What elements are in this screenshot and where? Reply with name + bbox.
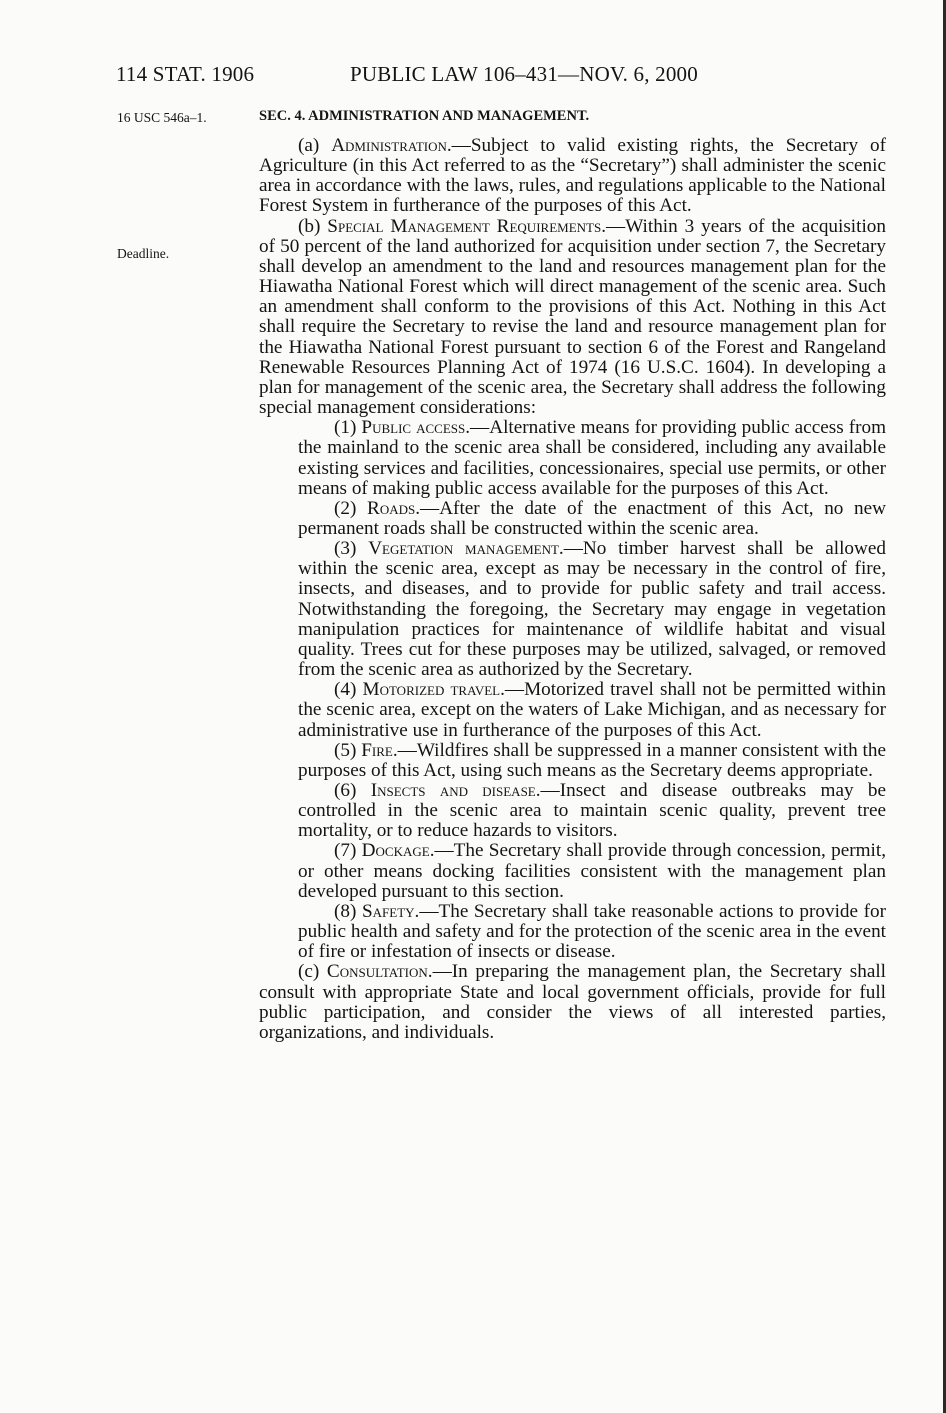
margin-note-deadline: Deadline.	[117, 246, 170, 261]
item-text: Wildfires shall be suppressed in a manner consistent with the purposes of this Act, using such means as the Secretary deems appropriate.	[298, 739, 887, 781]
item-label: (1)	[334, 417, 362, 439]
paragraph-heading: Special Management Requirements	[327, 215, 602, 237]
paragraph-c-consultation	[259, 962, 886, 1043]
item-label: (7)	[334, 840, 362, 862]
item-text: The Secretary shall take reasonable actions to provide for public health and safety and for the protection of the scenic area in the event of fire or infestation of insects or disease.	[298, 900, 886, 963]
item-label: (2)	[334, 497, 368, 519]
item-heading: Vegetation management	[368, 538, 559, 560]
item-text: After the date of the enactment of this Act, no new permanent roads shall be constructed within the scenic area.	[298, 497, 886, 539]
item-heading: Roads	[367, 497, 416, 519]
paragraph-label: (c)	[298, 961, 327, 983]
heading-dash: .—	[601, 215, 626, 237]
paragraph-a	[259, 136, 886, 217]
item-heading: Insects and disease	[370, 780, 536, 801]
item-text: No timber harvest shall be allowed within the scenic area, except as may be necessary in the control of fire, insects, and diseases, and to provide for public safety and trail access. Notwithstanding the foregoing, the Secretary may engage in vegetation manipulation practices for maintenance of wildlife habitat and visual quality. Trees cut for these purposes may be utilized, salvaged, or removed from the scenic area as authorized by the Secretary.	[298, 538, 886, 681]
heading-dash: .—	[429, 840, 454, 862]
item-text: The Secretary shall provide through concession, permit, or other means docking facilities consistent with the management plan developed pursuant to this section.	[298, 840, 886, 902]
paragraph-text: Within 3 years of the acquisition of 50 percent of the land authorized for acquisition under section 7, the Secretary shall develop an amendment to the land and resources management plan for the Hiawatha National Forest which will direct management of the scenic area. Such an amendment shall conform to the provisions of this Act. Nothing in this Act shall require the Secretary to revise the land and resource management plan for the Hiawatha National Forest pursuant to section 6 of the Forest and Rangeland Renewable Resources Planning Act of 1974 (16 U.S.C. 1604). In developing a plan for management of the scenic area, the Secretary shall address the following special management considerations:	[259, 215, 886, 419]
item-5-fire	[298, 741, 886, 781]
paragraph-label: (b)	[298, 215, 328, 237]
item-text: Alternative means for providing public access from the mainland to the scenic area shall be considered, including any available existing services and facilities, concessionaires, special use permits, or other means of making public access available for the purposes of this Act.	[298, 417, 886, 499]
item-heading: Fire	[361, 739, 393, 761]
item-label: (6)	[334, 780, 371, 801]
section-title: SEC. 4. ADMINISTRATION AND MANAGEMENT.	[259, 108, 590, 124]
heading-dash: .—	[392, 739, 417, 761]
item-heading: Motorized travel	[362, 679, 501, 701]
item-text: Insect and disease outbreaks may be controlled in the scenic area to maintain scenic quality, prevent tree mortality, or to reduce hazards to visitors.	[298, 780, 887, 842]
paragraph-heading: Administration	[331, 135, 447, 156]
item-label: (5)	[334, 739, 362, 761]
heading-dash: .—	[558, 538, 583, 560]
section-body	[259, 136, 886, 1043]
heading-dash: .—	[414, 900, 439, 922]
item-1-public-access	[298, 418, 886, 499]
item-2-roads	[298, 499, 886, 539]
item-label: (8)	[334, 900, 362, 922]
item-text: Motorized travel shall not be permitted within the scenic area, except on the waters of Lake Michigan, and as necessary for administrative use in furtherance of the purposes of this Act.	[298, 679, 886, 741]
item-heading: Public access	[361, 417, 466, 439]
paragraph-heading: Consultation	[326, 961, 428, 983]
paragraph-text: In preparing the management plan, the Secretary shall consult with appropriate State and local government officials, provide for full public participation, and consider the views of all interested parties, organizations, and individuals.	[259, 961, 887, 1043]
item-heading: Safety	[361, 900, 415, 922]
item-6-insects-and-disease	[298, 781, 886, 841]
heading-dash: .—	[500, 679, 525, 701]
item-4-motorized-travel	[298, 680, 886, 740]
item-label: (4)	[334, 679, 363, 701]
heading-dash: .—	[427, 961, 452, 983]
item-heading: Dockage	[361, 840, 430, 862]
item-label: (3)	[334, 538, 369, 560]
heading-dash: .—	[535, 780, 560, 801]
public-law-citation: PUBLIC LAW 106–431—NOV. 6, 2000	[350, 62, 698, 86]
item-3-vegetation-management	[298, 539, 886, 680]
heading-dash: .—	[446, 135, 471, 156]
statute-page-number: 114 STAT. 1906	[116, 62, 255, 86]
margin-note-usc: 16 USC 546a–1.	[117, 110, 207, 125]
item-8-safety	[298, 902, 886, 962]
paragraph-text: Subject to valid existing rights, the Secretary of Agriculture (in this Act referred to as the “Secretary”) shall administer the scenic area in accordance with the laws, rules, and regulations applicable to the National Forest System in furtherance of the purposes of this Act.	[259, 135, 887, 217]
heading-dash: .—	[415, 497, 440, 519]
heading-dash: .—	[465, 417, 490, 439]
item-7-dockage	[298, 841, 886, 901]
paragraph-label: (a)	[298, 135, 332, 156]
paragraph-b	[259, 217, 886, 419]
